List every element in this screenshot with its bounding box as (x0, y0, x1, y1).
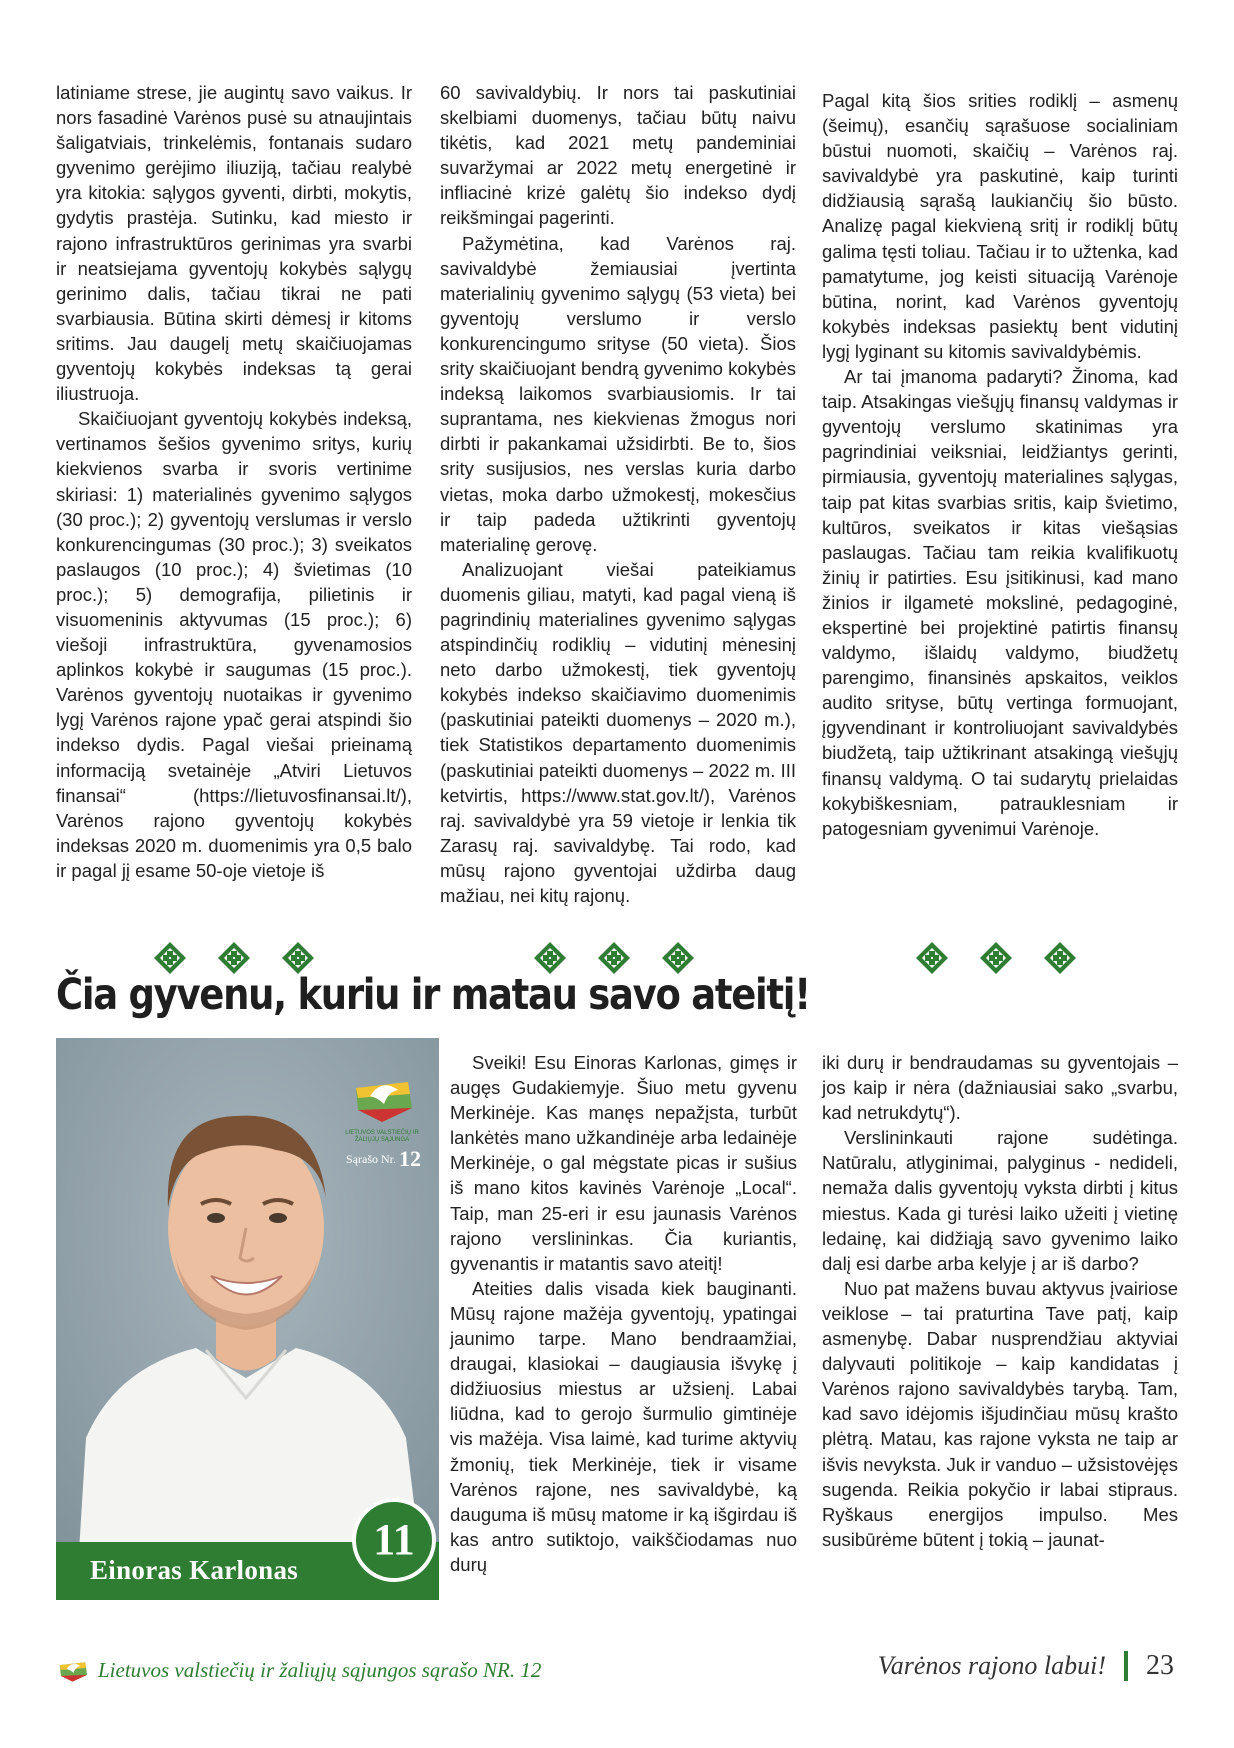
party-logo-icon (348, 1068, 418, 1128)
footer-tagline: Varėnos rajono labui! (877, 1651, 1106, 1680)
paragraph: Pagal kitą šios srities rodiklį – asmenų (šeimų), esančių sąrašuose socialiniam būstui nuomoti, skaičių – Varėnos raj. savivaldybė yra paskutinė, kaip turinti didžiausią sąrašą laukiančių šio būsto. Analizę pagal kiekvieną sritį ir rodiklį būtų galima tęsti toliau. Tačiau ir to užtenka, kad pamatytume, jog keisti situaciją Varėnoje būtina, norint, kad Varėnos gyventojų kokybės indeksas pasiektų bent vidutinį lygį lyginant su kitomis savivaldybėmis. (822, 90, 1178, 362)
candidate-number-badge: 11 (352, 1498, 436, 1582)
paragraph: Verslininkauti rajone sudėtinga. Natūralu, atlyginimai, palyginus - nedideli, nemaža dalis gyventojų vyksta dirbti į kitus miestus. Kada gi turėsi laiko užeiti į vietinę ledainę, kai didžiąją savo gyvenimo laiko dalį esi darbe arba kelyje į ar iš darbo? (822, 1127, 1178, 1274)
footer-party-text: Lietuvos valstiečių ir žaliųjų sąjungos sąrašo NR. 12 (98, 1657, 542, 1682)
paragraph: latiniame strese, jie augintų savo vaikus. Ir nors fasadinė Varėnos pusė su atnaujintais šaligatviais, trinkelėmis, fontanais sudaro gyvenimo gerėjimo iliuziją, tačiau realybė yra kitokia: sąlygos gyventi, dirbti, mokytis, gydytis prastėja. Sutinku, kad miesto ir rajono infrastruktūros gerinimas yra svarbi ir neatsiejama gyventojų kokybės sąlygų gerinimo dalis, tačiau tikrai ne pati svarbiausia. Būtina skirti dėmesį ir kitoms sritims. Jau daugelį metų skaičiuojamas gyventojų kokybės indeksas tą gerai iliustruoja. (56, 82, 412, 405)
paragraph: Ateities dalis visada kiek bauginanti. Mūsų rajone mažėja gyventojų, ypatingai jaunimo tarpe. Mano bendraamžiai, draugai, klasiokai – daugiausia išvykę į didžiuosius miestus ar užsienį. Labai liūdna, kad to gerojo šurmulio gimtinėje vis mažėja. Visa laimė, kad turime aktyvių žmonių, tiek Merkinėje, tiek ir visame Varėnos rajone, nes savivaldybė, ką dauguma iš mūsų matome ir ką išgirdau iš kas antro sutiktojo, vaikščiodamas nuo durų (450, 1277, 797, 1575)
article-2-column-2 (822, 1050, 1178, 1552)
paragraph: Ar tai įmanoma padaryti? Žinoma, kad taip. Atsakingas viešųjų finansų valdymas ir gyventojų verslumo skatinimas yra pagrindiniai veiksniai, leidžiantys gerinti, pirmiausia, gyventojų materialines sąlygas, taip pat kitas svarbias sritis, kaip švietimo, kultūros, sveikatos ir kitas viešąsias paslaugas. Tačiau tam reikia kvalifikuotų žinių ir patirties. Esu įsitikinusi, kad mano žinios ir ilgametė mokslinė, pedagoginė, ekspertinė bei projektinė patirtis finansų valdymo, išlaidų valdymo, biudžetų parengimo, finansinės apskaitos, veiklos audito srityse, būtų vertinga formuojant, įgyvendinant ir kontroliuojant savivaldybės biudžetą, taip užtikrinant atsakingą viešųjų finansų valdymą. O tai sudarytų prielaidas kokybiškesniam, patrauklesniam ir patogesniam gyvenimui Varėnoje. (822, 366, 1178, 839)
party-logo-text: LIETUVOS VALSTIEČIŲ IR ŽALIŲJŲ SĄJUNGA (345, 1130, 419, 1143)
article-1-column-3 (822, 88, 1178, 841)
paragraph: Analizuojant viešai pateikiamus duomenis giliau, matyti, kad pagal vieną iš pagrindinių materialines gyvenimo sąlygas atspindinčių rodiklių – vidutinį mėnesinį neto darbo užmokestį, tiek gyventojų kokybės indekso skaičiavimo duomenimis (paskutiniai pateikti duomenys – 2020 m.), tiek Statistikos departamento duomenimis (paskutiniai pateikti duomenys – 2022 m. III ketvirtis, https://www.stat.gov.lt/), Varėnos raj. savivaldybė yra 59 vietoje ir lenkia tik Zarasų raj. savivaldybę. Tai rodo, kad mūsų rajono gyventojai uždirba daug mažiau, nei kitų rajonų. (440, 558, 796, 906)
footer-divider (1124, 1651, 1128, 1681)
paragraph: Pažymėtina, kad Varėnos raj. savivaldybė žemiausiai įvertinta materialinių gyvenimo sąlygų (53 vieta) bei gyventojų verslumo ir verslo konkurencingumo srityse (50 vieta). Šios srity skaičiuojant bendrą gyvenimo kokybės indeksą laikomos svarbiausiomis. Ir tai suprantama, nes kiekvienas žmogus nori dirbti ir pakankamai užsidirbti. Be to, šios srity susijusios, nes verslas kuria darbo vietas, moka darbo užmokestį, mokesčius ir taip padeda užtikrinti gyventojų materialinę gerovę. (440, 232, 796, 555)
article-2-column-1 (450, 1050, 797, 1577)
footer-page-info (878, 1650, 1174, 1682)
paragraph: Sveiki! Esu Einoras Karlonas, gimęs ir augęs Gudakiemyje. Šiuo metu gyvenu Merkinėje. Kas manęs nepažįsta, turbūt lankėtės mano užkandinėje arba ledainėje Merkinėje, o gal mėgstate picas ir sušius iš mano kitos kavinės Varėnoje „Local“. Taip, man 25-eri ir esu jaunasis Varėnos rajono verslininkas. Čia kuriantis, gyvenantis ir matantis savo ateitį! (450, 1052, 797, 1274)
article-1-column-1 (56, 80, 412, 883)
paragraph: 60 savivaldybių. Ir nors tai paskutiniai skelbiami duomenys, tačiau būtų naivu tikėtis, kad 2021 metų pandeminiai suvaržymai ar 2022 metų energetinė ir infliacinė krizė galėtų šio indekso dydį reikšmingai pagerinti. (440, 82, 796, 229)
party-logo-icon (56, 1655, 90, 1685)
candidate-photo (56, 1038, 439, 1600)
diamond-ornament-icon (1043, 941, 1077, 975)
article-1-column-2 (440, 80, 796, 908)
paragraph: iki durų ir bendraudamas su gyventojais – jos kaip ir nėra (dažniausiai sako „svarbu, kad netrukdytų“). (822, 1052, 1178, 1124)
page-number: 23 (1146, 1650, 1174, 1681)
candidate-name: Einoras Karlonas (90, 1555, 299, 1585)
list-number: 12 (399, 1146, 421, 1171)
paragraph: Skaičiuojant gyventojų kokybės indeksą, vertinamos šešios gyvenimo sritys, kurių kiekvienos svarba ir svoris vertinime skiriasi: 1) materialinės gyvenimo sąlygos (30 proc.); 2) gyventojų verslumas ir verslo konkurencingumas (30 proc.); 3) sveikatos paslaugos (10 proc.); 4) švietimas (10 proc.); 5) demografija, pilietinis ir visuomeninis aktyvumas (15 proc.); 6) viešoji infrastruktūra, gyvenamosios aplinkos kokybė ir saugumas (15 proc.). Varėnos gyventojų nuotaikas ir gyvenimo lygį Varėnos rajone ypač gerai atspindi šio indekso dydis. Pagal viešai prieinamą informaciją svetainėje „Atviri Lietuvos finansai“ (https://lietuvosfinansai.lt/), Varėnos rajono gyventojų kokybės indeksas 2020 m. duomenimis yra 0,5 balo ir pagal jį esame 50-oje vietoje iš (56, 408, 412, 881)
paragraph: Nuo pat mažens buvau aktyvus įvairiose veiklose – tai praturtina Tave patį, kaip asmenybę. Dabar nusprendžiau aktyviai dalyvauti politikoje – kaip kandidatas į Varėnos rajono savivaldybės tarybą. Tam, kad savo idėjomis išjudinčiau mūsų krašto plėtrą. Matau, kas rajone vyksta ne taip ar išvis nevyksta. Juk ir vanduo – užsistovėjęs sugenda. Reikia pokyčio ir labai stipraus. Ryškaus energijos impulso. Mes susibūrėme būtent į tokią – jaunat- (822, 1277, 1178, 1550)
footer-party-line (56, 1655, 541, 1685)
list-number-label: Sąrašo Nr. 12 (346, 1146, 421, 1171)
article-headline: Čia gyvenu, kuriu ir matau savo ateitį! (56, 970, 810, 1020)
